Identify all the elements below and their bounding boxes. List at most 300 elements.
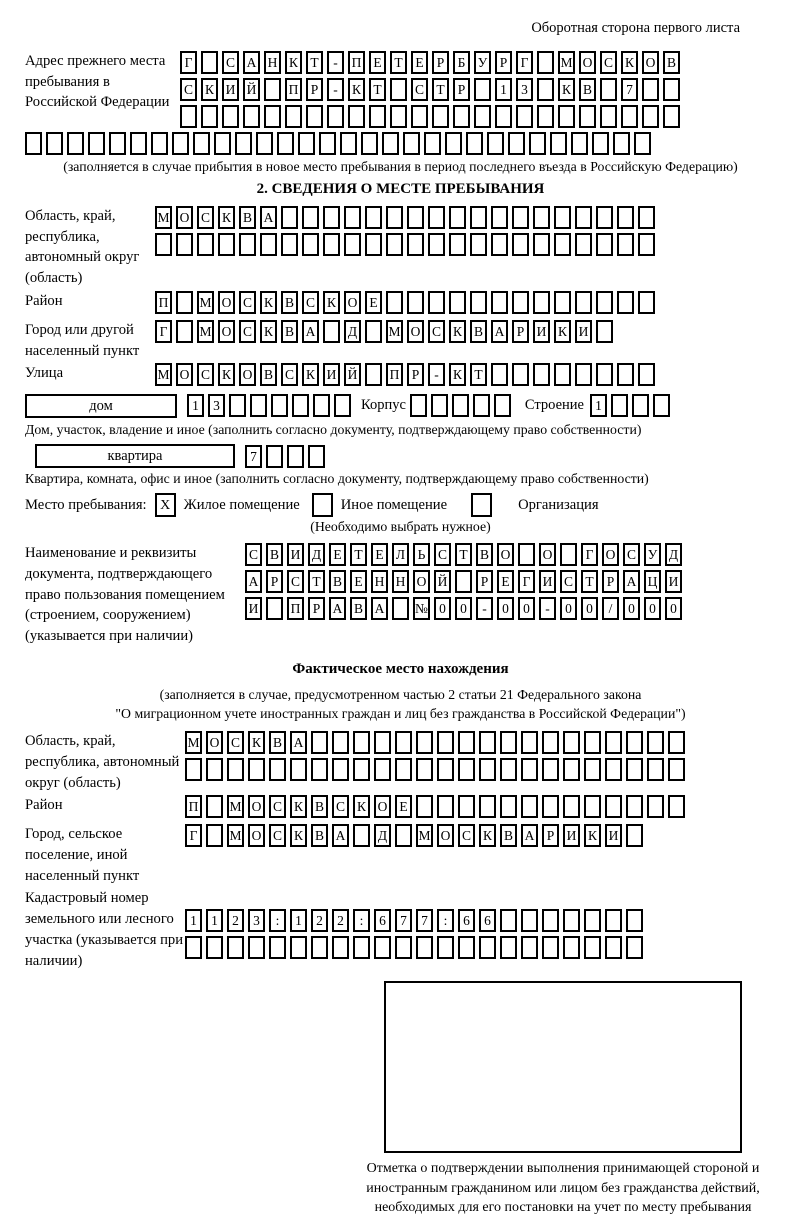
region-block xyxy=(25,206,776,289)
char-cell xyxy=(319,132,336,155)
char-cell: В xyxy=(266,543,283,566)
char-cell: - xyxy=(539,597,556,620)
char-cell xyxy=(500,758,517,781)
char-cell xyxy=(197,233,214,256)
char-cell: Р xyxy=(476,570,493,593)
char-cell xyxy=(437,795,454,818)
char-cell: К xyxy=(554,320,571,343)
prev-address-note: (заполняется в случае прибытия в новое место пребывания в период последнего въезда в Российскую Федерацию) xyxy=(63,159,738,174)
char-cell xyxy=(353,758,370,781)
char-cell: В xyxy=(663,51,680,74)
char-cell xyxy=(332,758,349,781)
char-cell: Г xyxy=(185,824,202,847)
char-cell xyxy=(592,132,609,155)
char-cell: А xyxy=(371,597,388,620)
char-cell: С xyxy=(222,51,239,74)
char-cell xyxy=(269,758,286,781)
char-cell xyxy=(306,105,323,128)
document-row-3 xyxy=(245,597,686,620)
char-cell: 1 xyxy=(206,909,223,932)
char-cell: С xyxy=(623,543,640,566)
char-cell: И xyxy=(323,363,340,386)
char-cell xyxy=(642,78,659,101)
char-cell xyxy=(479,936,496,959)
stay-option-org-label: Организация xyxy=(518,496,599,513)
char-cell xyxy=(185,758,202,781)
char-cell xyxy=(332,731,349,754)
char-cell xyxy=(626,909,643,932)
char-cell xyxy=(542,758,559,781)
char-cell xyxy=(185,936,202,959)
char-cell: О xyxy=(497,543,514,566)
char-cell: Т xyxy=(470,363,487,386)
char-cell xyxy=(229,394,246,417)
char-cell xyxy=(340,132,357,155)
char-cell: С xyxy=(411,78,428,101)
house-block xyxy=(25,392,776,419)
char-cell xyxy=(521,795,538,818)
char-cell: Н xyxy=(264,51,281,74)
prev-address-row-4 xyxy=(25,132,776,155)
char-cell xyxy=(365,206,382,229)
char-cell xyxy=(445,132,462,155)
district-label: Район xyxy=(25,292,63,309)
char-cell xyxy=(563,936,580,959)
char-cell xyxy=(176,291,193,314)
char-cell xyxy=(392,597,409,620)
char-cell xyxy=(449,233,466,256)
char-cell xyxy=(176,320,193,343)
char-cell xyxy=(311,936,328,959)
char-cell: 1 xyxy=(290,909,307,932)
char-cell xyxy=(473,394,490,417)
char-cell xyxy=(353,936,370,959)
char-cell xyxy=(428,291,445,314)
char-cell xyxy=(611,394,628,417)
char-cell xyxy=(458,936,475,959)
char-cell: К xyxy=(260,291,277,314)
char-cell: И xyxy=(575,320,592,343)
char-cell xyxy=(218,233,235,256)
char-cell: Н xyxy=(371,570,388,593)
char-cell xyxy=(638,291,655,314)
char-cell: Г xyxy=(180,51,197,74)
char-cell xyxy=(292,394,309,417)
char-cell xyxy=(663,78,680,101)
char-cell xyxy=(626,795,643,818)
char-cell: Т xyxy=(350,543,367,566)
char-cell xyxy=(302,206,319,229)
cadastral-block xyxy=(25,888,776,971)
char-cell xyxy=(365,233,382,256)
char-cell: 3 xyxy=(248,909,265,932)
char-cell xyxy=(516,105,533,128)
char-cell: К xyxy=(285,51,302,74)
char-cell xyxy=(386,291,403,314)
char-cell xyxy=(512,206,529,229)
char-cell xyxy=(626,936,643,959)
char-cell: О xyxy=(176,363,193,386)
char-cell: М xyxy=(416,824,433,847)
char-cell: К xyxy=(348,78,365,101)
char-cell: Т xyxy=(308,570,325,593)
char-cell xyxy=(227,758,244,781)
char-cell xyxy=(500,909,517,932)
char-cell xyxy=(243,105,260,128)
char-cell: А xyxy=(260,206,277,229)
char-cell: А xyxy=(245,570,262,593)
char-cell: 7 xyxy=(621,78,638,101)
char-cell xyxy=(248,936,265,959)
char-cell xyxy=(353,824,370,847)
apartment-box-label: квартира xyxy=(35,444,235,468)
char-cell xyxy=(46,132,63,155)
char-cell: О xyxy=(206,731,223,754)
char-cell xyxy=(584,909,601,932)
char-cell: 3 xyxy=(516,78,533,101)
char-cell: Ц xyxy=(644,570,661,593)
char-cell xyxy=(571,132,588,155)
region-label: Область, край, республика, автономный округ (область) xyxy=(25,208,140,287)
stay-option-other-label: Иное помещение xyxy=(340,496,448,513)
char-cell xyxy=(386,233,403,256)
section2-title: 2. СВЕДЕНИЯ О МЕСТЕ ПРЕБЫВАНИЯ xyxy=(256,181,545,197)
char-cell xyxy=(449,291,466,314)
actual-location-title: Фактическое место нахождения xyxy=(292,660,509,677)
char-cell xyxy=(344,233,361,256)
char-cell: В xyxy=(239,206,256,229)
char-cell xyxy=(605,936,622,959)
char-cell xyxy=(575,233,592,256)
char-cell xyxy=(560,543,577,566)
confirmation-mark-area xyxy=(362,981,764,1217)
char-cell: С xyxy=(239,320,256,343)
char-cell xyxy=(617,291,634,314)
char-cell xyxy=(222,105,239,128)
char-cell: Е xyxy=(365,291,382,314)
char-cell xyxy=(260,233,277,256)
char-cell: К xyxy=(218,206,235,229)
char-cell: Р xyxy=(266,570,283,593)
char-cell xyxy=(584,758,601,781)
stay-option-org-checkbox xyxy=(471,493,492,517)
char-cell: Г xyxy=(518,570,535,593)
char-cell: У xyxy=(474,51,491,74)
char-cell: У xyxy=(644,543,661,566)
char-cell: № xyxy=(413,597,430,620)
char-cell: Р xyxy=(407,363,424,386)
document-row-1 xyxy=(245,543,686,566)
cadastral-row-1 xyxy=(185,909,647,932)
char-cell xyxy=(407,206,424,229)
char-cell xyxy=(313,394,330,417)
char-cell: 0 xyxy=(455,597,472,620)
char-cell xyxy=(533,206,550,229)
char-cell xyxy=(512,363,529,386)
char-cell xyxy=(428,206,445,229)
char-cell: 7 xyxy=(395,909,412,932)
region-row-2 xyxy=(155,233,659,256)
char-cell xyxy=(605,731,622,754)
char-cell: Й xyxy=(243,78,260,101)
char-cell xyxy=(491,233,508,256)
char-cell: О xyxy=(407,320,424,343)
char-cell: М xyxy=(227,824,244,847)
char-cell: И xyxy=(563,824,580,847)
char-cell: 0 xyxy=(644,597,661,620)
actual-location-note-1: (заполняется в случае, предусмотренном частью 2 статьи 21 Федерального закона xyxy=(159,686,642,702)
char-cell xyxy=(479,731,496,754)
char-cell xyxy=(626,824,643,847)
char-cell: В xyxy=(350,597,367,620)
char-cell: М xyxy=(155,363,172,386)
char-cell xyxy=(668,758,685,781)
char-cell xyxy=(416,936,433,959)
char-cell: А xyxy=(302,320,319,343)
char-cell xyxy=(596,320,613,343)
char-cell: С xyxy=(458,824,475,847)
char-cell xyxy=(206,824,223,847)
char-cell: В xyxy=(269,731,286,754)
char-cell: С xyxy=(197,206,214,229)
char-cell xyxy=(596,233,613,256)
actual-district-row xyxy=(185,795,689,818)
char-cell xyxy=(663,105,680,128)
char-cell: М xyxy=(197,291,214,314)
actual-region-row-2 xyxy=(185,758,689,781)
char-cell xyxy=(302,233,319,256)
char-cell: 0 xyxy=(623,597,640,620)
char-cell: О xyxy=(374,795,391,818)
street-label: Улица xyxy=(25,365,64,382)
char-cell: 2 xyxy=(311,909,328,932)
char-cell: В xyxy=(260,363,277,386)
char-cell xyxy=(201,105,218,128)
char-cell: Р xyxy=(432,51,449,74)
char-cell xyxy=(431,394,448,417)
char-cell xyxy=(491,291,508,314)
char-cell xyxy=(395,824,412,847)
char-cell: В xyxy=(470,320,487,343)
char-cell: И xyxy=(222,78,239,101)
char-cell xyxy=(201,51,218,74)
char-cell: О xyxy=(437,824,454,847)
cadastral-label: Кадастровый номер земельного или лесного участка (указывается при наличии) xyxy=(25,890,184,969)
char-cell xyxy=(424,132,441,155)
char-cell: В xyxy=(281,291,298,314)
stay-option-residential-label: Жилое помещение xyxy=(183,496,300,513)
char-cell xyxy=(403,132,420,155)
house-cells xyxy=(187,394,355,417)
char-cell: - xyxy=(476,597,493,620)
char-cell: И xyxy=(605,824,622,847)
char-cell: : xyxy=(437,909,454,932)
char-cell xyxy=(176,233,193,256)
char-cell: Е xyxy=(369,51,386,74)
char-cell: 1 xyxy=(187,394,204,417)
char-cell: С xyxy=(239,291,256,314)
char-cell xyxy=(323,320,340,343)
stroenie-cells xyxy=(590,394,674,417)
char-cell: К xyxy=(260,320,277,343)
char-cell xyxy=(668,795,685,818)
char-cell xyxy=(390,105,407,128)
char-cell: 0 xyxy=(665,597,682,620)
char-cell xyxy=(449,206,466,229)
char-cell: О xyxy=(218,320,235,343)
char-cell: Р xyxy=(306,78,323,101)
char-cell xyxy=(206,795,223,818)
char-cell: М xyxy=(558,51,575,74)
char-cell xyxy=(395,758,412,781)
char-cell: И xyxy=(665,570,682,593)
city-row xyxy=(155,320,617,343)
char-cell xyxy=(474,78,491,101)
char-cell xyxy=(596,206,613,229)
char-cell xyxy=(600,105,617,128)
char-cell xyxy=(277,132,294,155)
prev-address-rows xyxy=(180,51,684,132)
char-cell xyxy=(542,795,559,818)
actual-city-block xyxy=(25,824,776,886)
char-cell xyxy=(533,363,550,386)
char-cell: И xyxy=(539,570,556,593)
char-cell xyxy=(361,132,378,155)
char-cell: Т xyxy=(581,570,598,593)
char-cell: В xyxy=(311,795,328,818)
char-cell xyxy=(596,291,613,314)
char-cell xyxy=(491,206,508,229)
char-cell xyxy=(500,795,517,818)
stay-type-note: (Необходимо выбрать нужное) xyxy=(310,519,491,535)
char-cell xyxy=(298,132,315,155)
char-cell xyxy=(416,795,433,818)
char-cell: Й xyxy=(344,363,361,386)
char-cell: Т xyxy=(369,78,386,101)
char-cell xyxy=(563,758,580,781)
char-cell: Р xyxy=(453,78,470,101)
char-cell xyxy=(407,233,424,256)
char-cell: К xyxy=(479,824,496,847)
char-cell xyxy=(281,206,298,229)
char-cell xyxy=(613,132,630,155)
char-cell xyxy=(458,731,475,754)
char-cell xyxy=(550,132,567,155)
char-cell: - xyxy=(327,51,344,74)
char-cell xyxy=(407,291,424,314)
char-cell xyxy=(642,105,659,128)
char-cell: С xyxy=(434,543,451,566)
char-cell: Е xyxy=(411,51,428,74)
char-cell xyxy=(554,233,571,256)
char-cell: 0 xyxy=(581,597,598,620)
char-cell: М xyxy=(155,206,172,229)
char-cell xyxy=(266,597,283,620)
char-cell: П xyxy=(287,597,304,620)
char-cell xyxy=(521,909,538,932)
street-block xyxy=(25,363,776,390)
char-cell xyxy=(495,105,512,128)
document-row-2 xyxy=(245,570,686,593)
char-cell xyxy=(264,78,281,101)
char-cell xyxy=(395,731,412,754)
char-cell: С xyxy=(245,543,262,566)
district-block xyxy=(25,291,776,318)
char-cell xyxy=(617,233,634,256)
char-cell xyxy=(584,795,601,818)
char-cell xyxy=(579,105,596,128)
city-block xyxy=(25,320,776,361)
char-cell: 6 xyxy=(458,909,475,932)
stroenie-label: Строение xyxy=(524,397,584,414)
actual-region-label: Область, край, республика, автономный округ (область) xyxy=(25,733,180,791)
char-cell: 6 xyxy=(479,909,496,932)
char-cell: И xyxy=(533,320,550,343)
char-cell: 0 xyxy=(560,597,577,620)
char-cell xyxy=(479,795,496,818)
char-cell xyxy=(621,105,638,128)
char-cell: О xyxy=(176,206,193,229)
char-cell: Е xyxy=(371,543,388,566)
char-cell: Т xyxy=(390,51,407,74)
char-cell xyxy=(235,132,252,155)
char-cell: Е xyxy=(497,570,514,593)
char-cell xyxy=(323,206,340,229)
char-cell: А xyxy=(329,597,346,620)
char-cell: И xyxy=(245,597,262,620)
char-cell xyxy=(626,758,643,781)
apartment-cells xyxy=(245,445,329,468)
char-cell: Г xyxy=(581,543,598,566)
char-cell xyxy=(432,105,449,128)
char-cell xyxy=(67,132,84,155)
char-cell: В xyxy=(500,824,517,847)
char-cell: С xyxy=(180,78,197,101)
char-cell: К xyxy=(449,363,466,386)
char-cell xyxy=(332,936,349,959)
char-cell: М xyxy=(185,731,202,754)
char-cell: С xyxy=(197,363,214,386)
char-cell: С xyxy=(560,570,577,593)
char-cell xyxy=(554,363,571,386)
char-cell xyxy=(453,105,470,128)
char-cell: М xyxy=(197,320,214,343)
char-cell xyxy=(344,206,361,229)
char-cell: - xyxy=(428,363,445,386)
city-label: Город или другой населенный пункт xyxy=(25,321,140,359)
char-cell: О xyxy=(218,291,235,314)
char-cell: П xyxy=(155,291,172,314)
char-cell: 0 xyxy=(497,597,514,620)
char-cell: Т xyxy=(432,78,449,101)
char-cell: И xyxy=(287,543,304,566)
char-cell xyxy=(617,206,634,229)
prev-address-block xyxy=(25,51,776,132)
char-cell xyxy=(470,291,487,314)
char-cell xyxy=(365,363,382,386)
char-cell xyxy=(271,394,288,417)
apartment-block xyxy=(25,444,776,468)
char-cell xyxy=(558,105,575,128)
char-cell xyxy=(348,105,365,128)
char-cell: Н xyxy=(392,570,409,593)
char-cell xyxy=(626,731,643,754)
char-cell: Т xyxy=(306,51,323,74)
char-cell: С xyxy=(428,320,445,343)
char-cell: О xyxy=(248,795,265,818)
char-cell: Р xyxy=(495,51,512,74)
char-cell: С xyxy=(281,363,298,386)
